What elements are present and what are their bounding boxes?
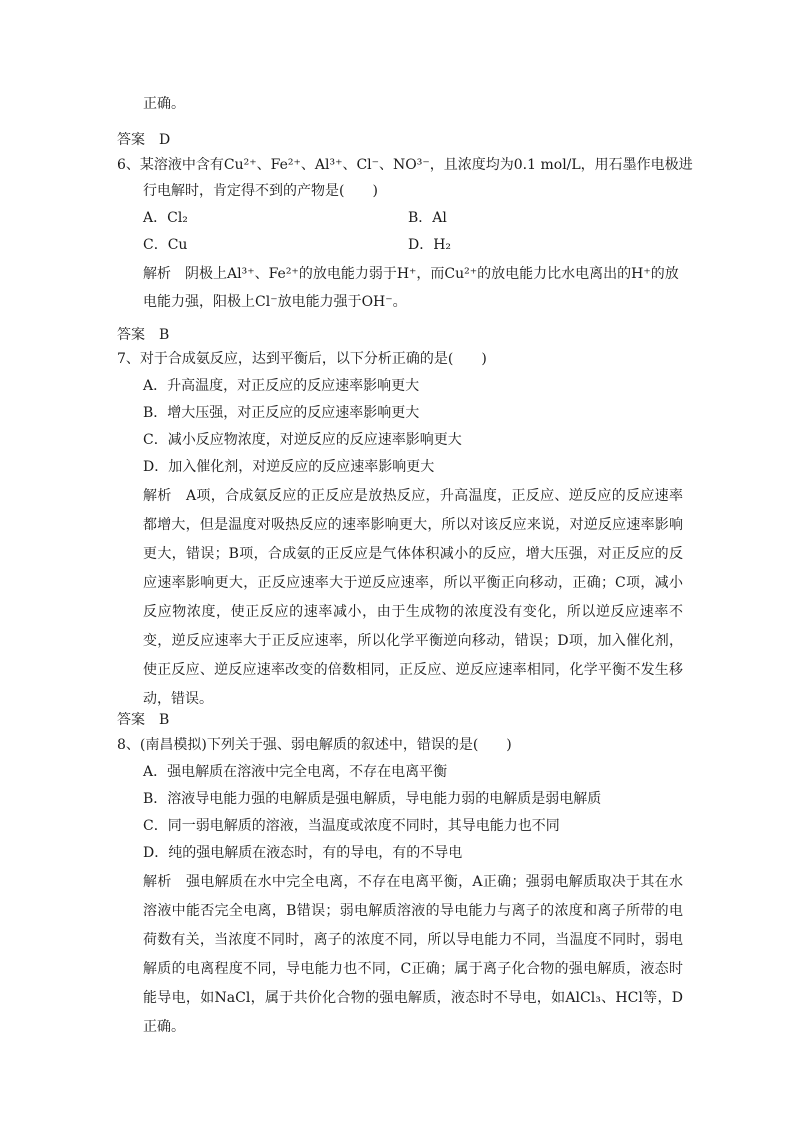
q7-stem: 7、对于合成氨反应，达到平衡后，以下分析正确的是( )	[117, 351, 487, 367]
q6-answer: 答案 B	[117, 327, 170, 343]
prev-explain-tail: 正确。	[143, 96, 185, 112]
q8-stem: 8、(南昌模拟)下列关于强、弱电解质的叙述中，错误的是( )	[117, 737, 512, 753]
q7-option-d: D．加入催化剂，对逆反应的反应速率影响更大	[143, 459, 435, 475]
q6-explanation-line2: 电能力强，阳极上Cl⁻放电能力强于OH⁻。	[143, 294, 407, 310]
q6-option-a: A．Cl₂	[143, 210, 188, 226]
q6-stem-line2: 行电解时，肯定得不到的产物是( )	[143, 183, 378, 199]
q7-explanation: 解析 A项，合成氨反应的正反应是放热反应，升高温度，正反应、逆反应的反应速率都增大，但是温度对吸热反应的速率影响更大，所以对该反应来说，对逆反应速率影响更大，错误；B项，合成氨的正反应是气体体积减小的反应，增大压强，对正反应的反应速率影响更大，正反应速率大于逆反应速率，所以平衡正向移动，正确；C项，减小反应物浓度，使正反应的速率减小，由于生成物的浓度没有变化，所以逆反应速率不变，逆反应速率大于正反应速率，所以化学平衡逆向移动，错误；D项，加入催化剂，使正反应、逆反应速率改变的倍数相同，正反应、逆反应速率相同，化学平衡不发生移动，错误。	[143, 488, 683, 707]
q8-option-d: D．纯的强电解质在液态时，有的导电，有的不导电	[143, 845, 463, 861]
q7-option-c: C．减小反应物浓度，对逆反应的反应速率影响更大	[143, 432, 462, 448]
q7-answer: 答案 B	[117, 712, 170, 728]
q6-option-c: C．Cu	[143, 237, 188, 253]
q8-explanation: 解析 强电解质在水中完全电离，不存在电离平衡，A正确；强弱电解质取决于其在水溶液中能否完全电离，B错误；弱电解质溶液的导电能力与离子的浓度和离子所带的电荷数有关，当浓度不同时，离子的浓度不同，所以导电能力不同，当温度不同时，弱电解质的电离程度不同，导电能力也不同，C正确；属于离子化合物的强电解质，液态时能导电，如NaCl，属于共价化合物的强电解质，液态时不导电，如AlCl₃、HCl等，D正确。	[143, 874, 683, 1035]
q7-option-a: A．升高温度，对正反应的反应速率影响更大	[143, 378, 420, 394]
q7-option-b: B．增大压强，对正反应的反应速率影响更大	[143, 405, 420, 421]
q8-option-a: A．强电解质在溶液中完全电离，不存在电离平衡	[143, 764, 448, 780]
q6-explanation-line1: 解析 阴极上Al³⁺、Fe²⁺的放电能力弱于H⁺，而Cu²⁺的放电能力比水电离出的H⁺的放	[143, 266, 679, 282]
q6-option-d: D．H₂	[408, 237, 452, 253]
q8-option-c: C．同一弱电解质的溶液，当温度或浓度不同时，其导电能力也不同	[143, 818, 560, 834]
q6-option-b: B．Al	[408, 210, 447, 226]
q8-option-b: B．溶液导电能力强的电解质是强电解质，导电能力弱的电解质是弱电解质	[143, 791, 602, 807]
q6-stem-line1: 6、某溶液中含有Cu²⁺、Fe²⁺、Al³⁺、Cl⁻、NO³⁻，且浓度均为0.1 mol/L，用石墨作电极进	[117, 157, 693, 173]
q5-answer: 答案 D	[117, 132, 171, 148]
